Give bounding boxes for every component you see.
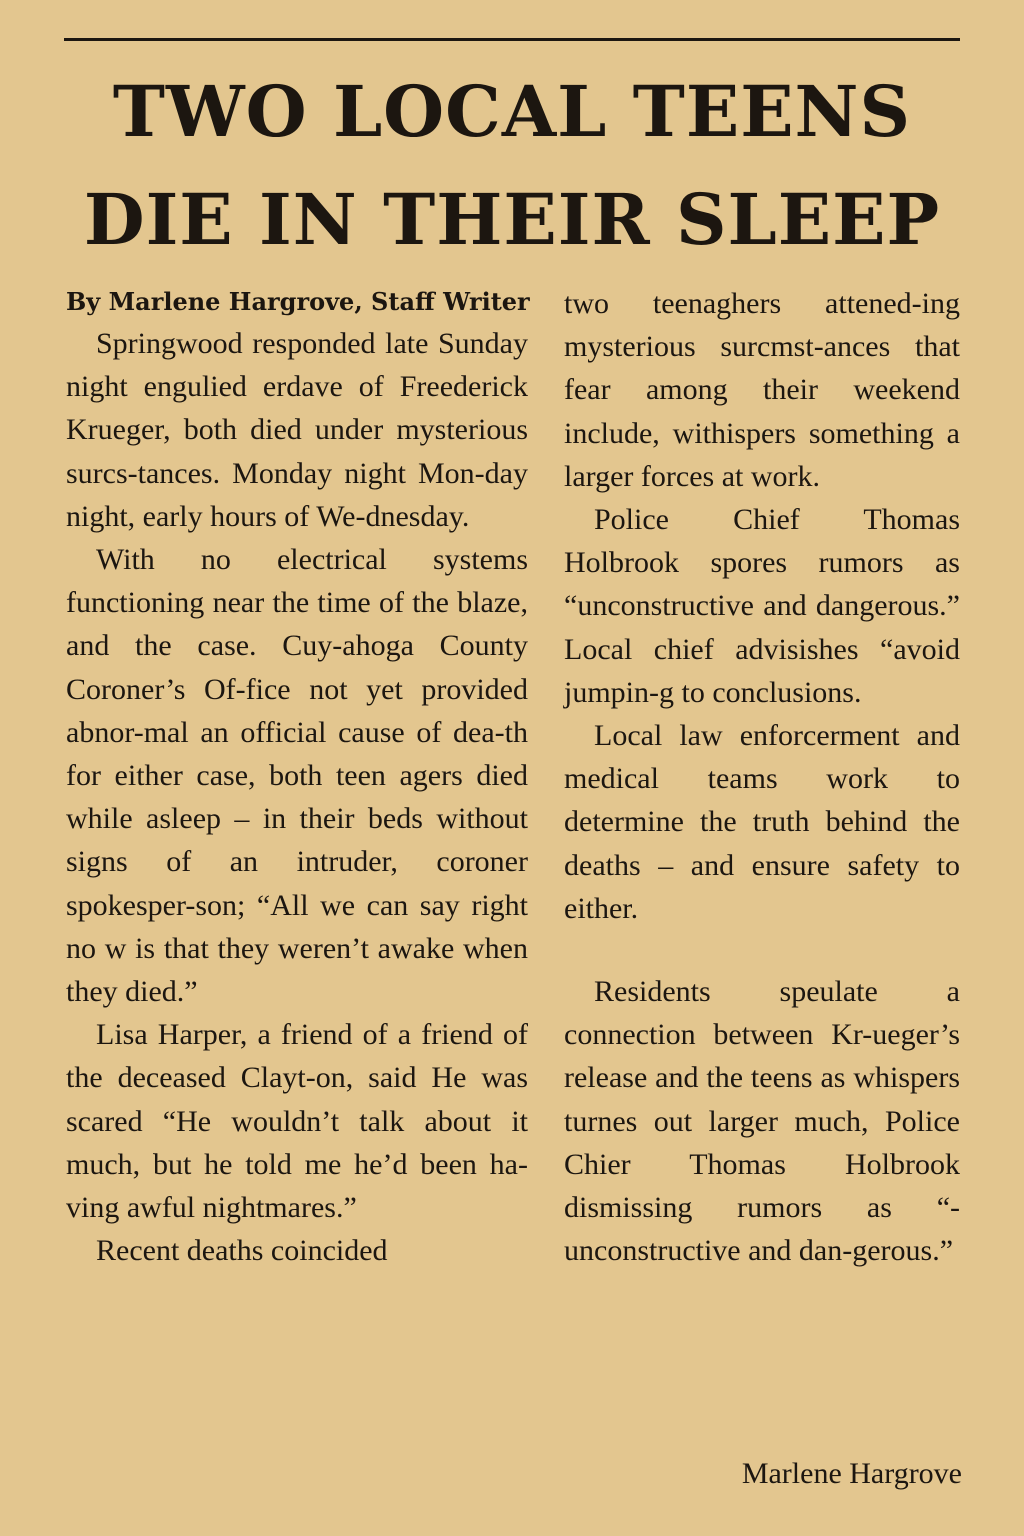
article-column-left xyxy=(66,282,528,1272)
paragraph-3: Lisa Harper, a friend of a friend of the deceased Clayt-on, said He was scared “He wouldn’t talk about it much, but he told me he’d been ha-ving awful nightmares.” xyxy=(66,1018,528,1225)
paragraph-8: Residents speulate a connection between Kr-ueger’s release and the teens as whispers turnes out larger much, Police Chier Thomas Holbrook dismissing rumors as “-unconstructive and dan-gerous.” xyxy=(564,975,960,1268)
headline xyxy=(64,58,960,274)
paragraph-6: Police Chief Thomas Holbrook spores rumors as “unconstructive and dangerous.” Local chief advisishes “avoid jumpin-g to conclusions. xyxy=(564,503,960,709)
headline-line-1: TWO LOCAL TEENS xyxy=(112,70,912,153)
paragraph-2: With no electrical systems functioning near the time of the blaze, and the case. Cuy-ahoga County Coroner’s Of-fice not yet provided abnor-mal an official cause of dea-th for either case, both teen agers died while asleep – in their beds without signs of an intruder, coroner spokesper-son; “All we can say right no w is that they weren’t awake when they died.” xyxy=(66,543,528,1009)
article-column-right xyxy=(564,282,960,1272)
paragraph-4: Recent deaths coincided xyxy=(96,1234,388,1268)
paragraph-7: Local law enforcerment and medical teams work to determine the truth behind the deaths – and ensure safety to either. xyxy=(564,719,960,925)
paragraph-1: Springwood responded late Sunday night engulied erdave of Freederick Krueger, both died under mysterious surcs-tances. Monday night Mon-day night, early hours of We-dnesday. xyxy=(66,327,528,533)
paragraph-5: two teenaghers attened-ing mysterious surcmst-ances that fear among their weekend include, withispers something a larger forces at work. xyxy=(564,287,960,493)
top-rule xyxy=(64,38,960,41)
headline-line-2: DIE IN THEIR SLEEP xyxy=(83,178,941,261)
byline: By Marlene Hargrove, Staff Writer xyxy=(66,287,530,316)
signoff: Marlene Hargrove xyxy=(741,1457,962,1490)
